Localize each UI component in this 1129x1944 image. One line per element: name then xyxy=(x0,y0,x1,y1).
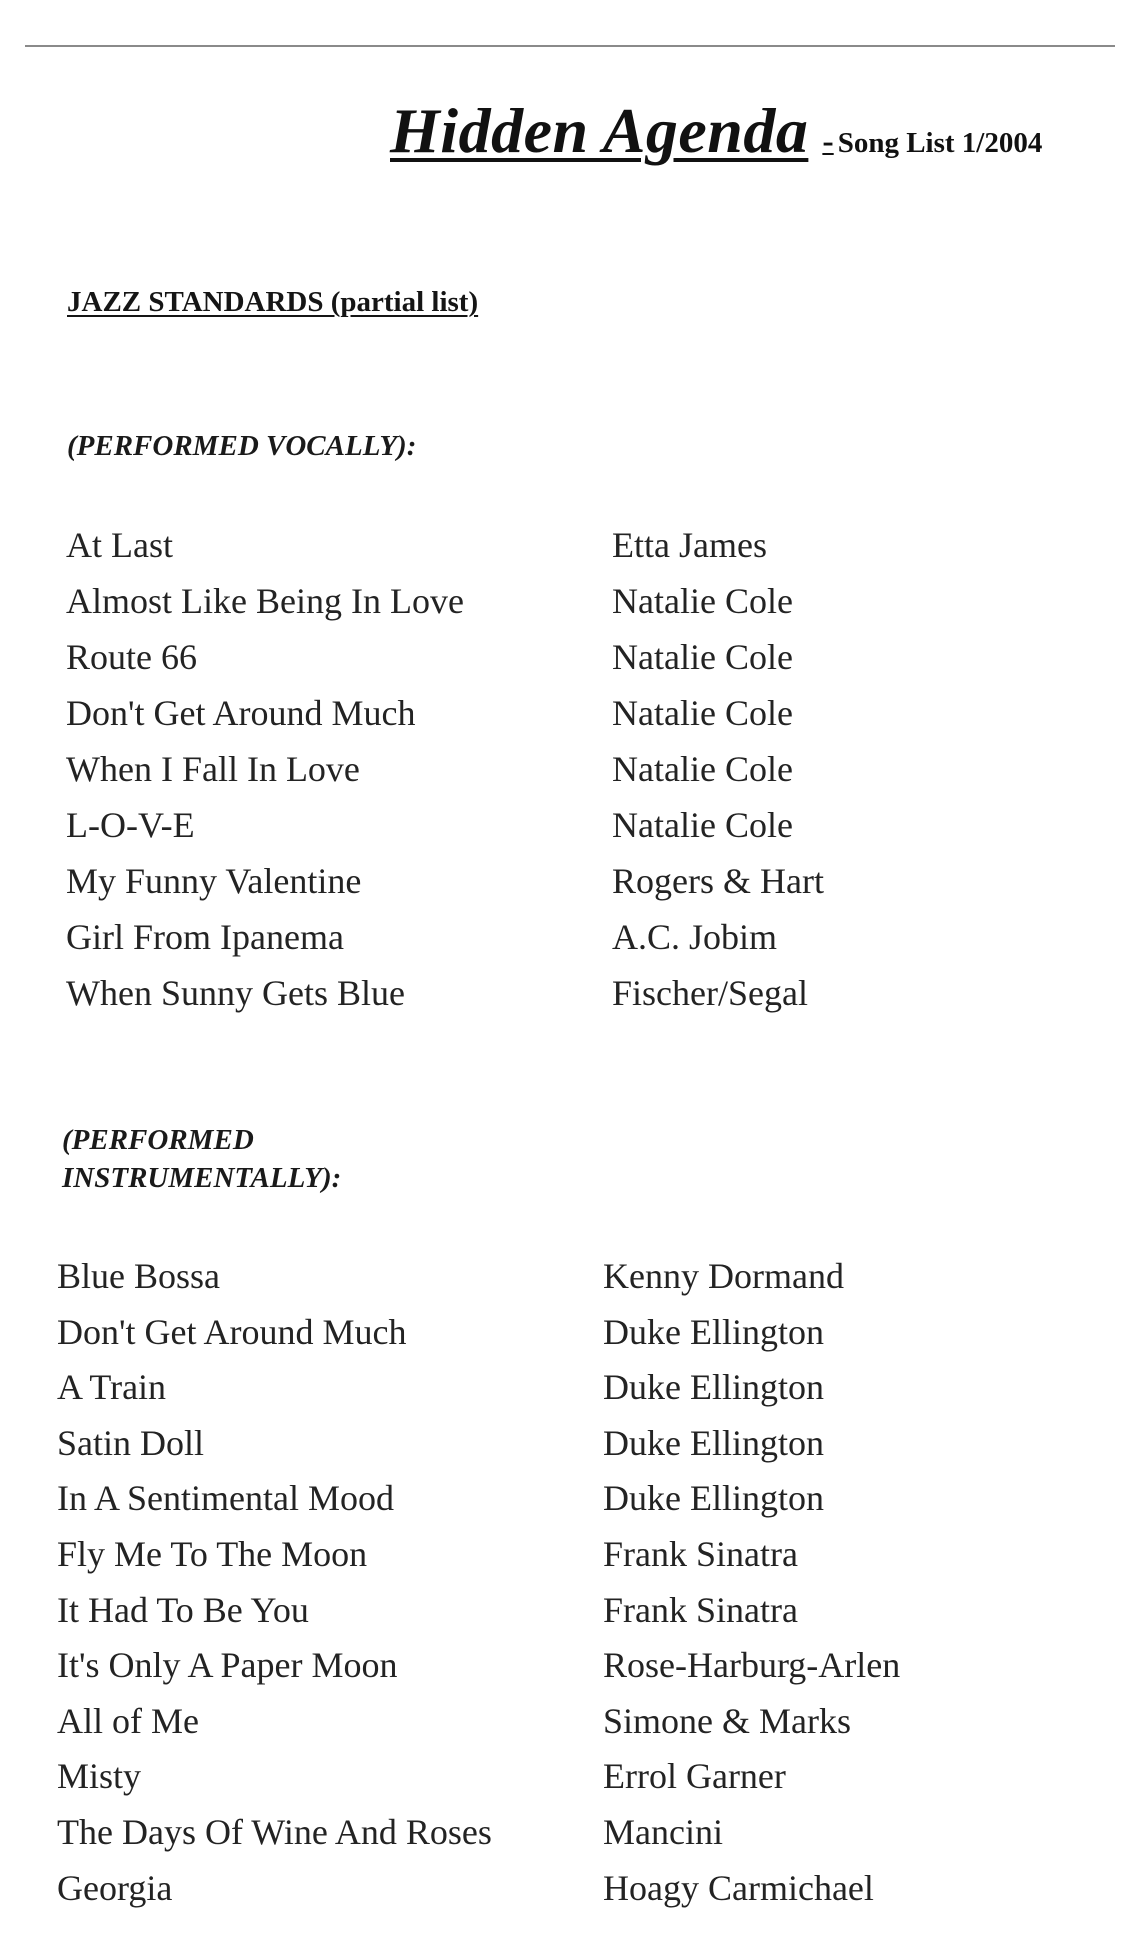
song-row xyxy=(57,1359,1057,1415)
song-artist: A.C. Jobim xyxy=(612,917,778,957)
song-artist: Etta James xyxy=(612,525,767,565)
song-title: When I Fall In Love xyxy=(66,749,360,789)
song-row xyxy=(57,1693,1057,1749)
song-row xyxy=(57,1304,1057,1360)
song-artist: Fischer/Segal xyxy=(612,973,808,1013)
song-artist: Kenny Dormand xyxy=(603,1256,844,1296)
song-title: When Sunny Gets Blue xyxy=(66,973,405,1013)
song-row xyxy=(57,1415,1057,1471)
song-artist: Duke Ellington xyxy=(603,1422,824,1463)
song-row xyxy=(57,1470,1057,1526)
vocal-song-list xyxy=(66,517,1066,1021)
song-title: All of Me xyxy=(57,1700,199,1741)
song-title: A Train xyxy=(57,1367,167,1408)
song-title: Blue Bossa xyxy=(57,1256,221,1296)
instrumental-subheading xyxy=(62,1121,402,1197)
song-artist: Rogers & Hart xyxy=(612,861,824,901)
song-row xyxy=(66,797,1066,853)
song-artist: Duke Ellington xyxy=(603,1478,824,1519)
instrumental-song-list xyxy=(57,1248,1057,1915)
song-title: Don't Get Around Much xyxy=(57,1311,407,1352)
song-row xyxy=(66,685,1066,741)
song-title: Girl From Ipanema xyxy=(66,917,344,957)
song-row xyxy=(57,1860,1057,1916)
song-title: Fly Me To The Moon xyxy=(57,1533,368,1574)
song-row xyxy=(57,1526,1057,1582)
song-row xyxy=(66,573,1066,629)
song-title: In A Sentimental Mood xyxy=(57,1478,394,1519)
song-row xyxy=(57,1637,1057,1693)
song-title: Satin Doll xyxy=(57,1422,205,1463)
song-artist: Natalie Cole xyxy=(612,693,793,733)
top-divider xyxy=(25,45,1115,47)
document-header xyxy=(390,94,1042,168)
song-title: The Days Of Wine And Roses xyxy=(57,1811,492,1852)
title-separator: - xyxy=(822,123,834,160)
song-artist: Frank Sinatra xyxy=(603,1589,798,1630)
song-row xyxy=(57,1248,1057,1304)
song-row xyxy=(66,909,1066,965)
song-row xyxy=(66,741,1066,797)
song-row xyxy=(66,965,1066,1021)
song-title: Misty xyxy=(57,1756,142,1797)
song-artist: Natalie Cole xyxy=(612,805,793,845)
song-artist: Natalie Cole xyxy=(612,637,793,677)
song-title: Route 66 xyxy=(66,637,197,677)
song-artist: Frank Sinatra xyxy=(603,1533,798,1574)
song-title: It's Only A Paper Moon xyxy=(57,1645,398,1686)
vocal-subheading: (PERFORMED VOCALLY): xyxy=(67,430,417,462)
song-title: L-O-V-E xyxy=(66,805,195,845)
document-title: Hidden Agenda xyxy=(390,95,809,166)
song-row xyxy=(57,1748,1057,1804)
document-subtitle: Song List 1/2004 xyxy=(837,127,1043,159)
song-row xyxy=(57,1582,1057,1638)
song-artist: Mancini xyxy=(603,1811,723,1852)
song-row xyxy=(66,517,1066,573)
song-row xyxy=(57,1804,1057,1860)
song-title: Almost Like Being In Love xyxy=(66,581,464,621)
song-row xyxy=(66,629,1066,685)
song-artist: Duke Ellington xyxy=(603,1311,824,1352)
instrumental-subheading-line1: (PERFORMED xyxy=(62,1124,254,1156)
song-row xyxy=(66,853,1066,909)
song-title: It Had To Be You xyxy=(57,1589,309,1630)
song-title: Georgia xyxy=(57,1867,173,1908)
song-title: At Last xyxy=(66,525,173,565)
song-artist: Errol Garner xyxy=(603,1756,786,1797)
song-artist: Natalie Cole xyxy=(612,749,793,789)
song-title: Don't Get Around Much xyxy=(66,693,416,733)
section-heading-jazz-standards: JAZZ STANDARDS (partial list) xyxy=(67,286,479,318)
song-artist: Rose-Harburg-Arlen xyxy=(603,1645,901,1686)
song-artist: Hoagy Carmichael xyxy=(603,1867,874,1908)
song-artist: Simone & Marks xyxy=(603,1700,851,1741)
song-title: My Funny Valentine xyxy=(66,861,362,901)
song-artist: Duke Ellington xyxy=(603,1367,824,1408)
song-artist: Natalie Cole xyxy=(612,581,793,621)
instrumental-subheading-line2: INSTRUMENTALLY): xyxy=(62,1162,342,1194)
